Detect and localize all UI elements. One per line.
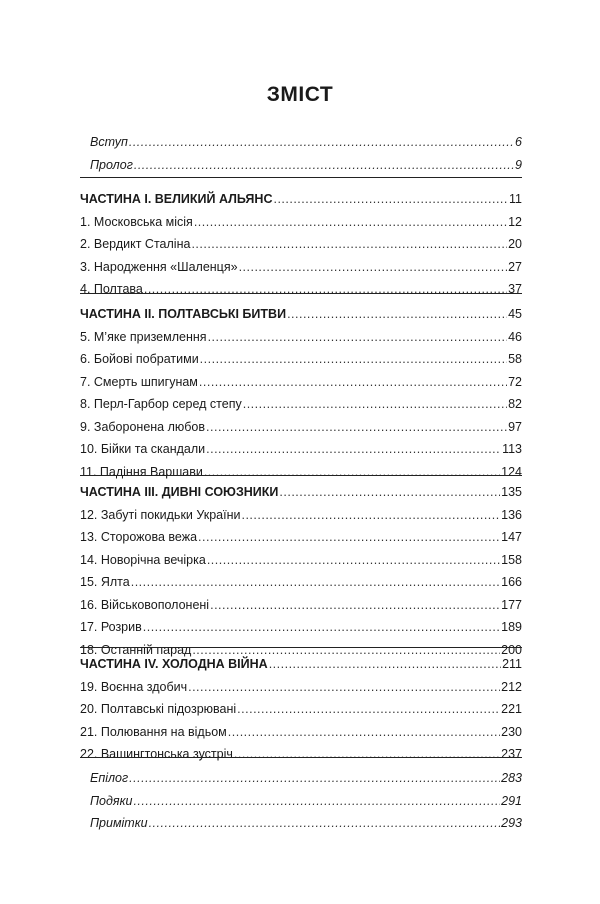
toc-entry[interactable] [80,504,522,527]
leader-dots [143,616,500,639]
leader-dots [131,571,500,594]
toc-entry[interactable] [80,571,522,594]
entry-page: 11 [509,192,522,206]
back-matter [80,767,522,835]
entry-page: 135 [501,485,522,499]
toc-entry[interactable] [80,594,522,617]
entry-page: 283 [501,771,522,785]
entry-label: 6. Бойові побратими [80,352,199,366]
entry-page: 189 [501,620,522,634]
entry-label: 5. М’яке приземлення [80,329,207,344]
toc-entry[interactable] [80,256,522,279]
divider [80,647,522,648]
leader-dots [198,526,500,549]
entry-label: 10. Бійки та скандали [80,442,206,456]
entry-label: Пролог [90,157,133,172]
toc-entry[interactable] [80,438,522,461]
toc-entry[interactable] [80,461,522,484]
entry-page: 72 [508,374,522,389]
leader-dots [194,211,507,234]
entry-label: 21. Полювання на відьом [80,724,227,739]
toc-entry[interactable] [80,326,522,349]
entry-label: 16. Військовополонені [80,597,210,612]
leader-dots [273,188,508,211]
entry-page: 82 [508,397,522,411]
entry-page: 293 [501,816,522,830]
toc-entry-acknowledgements[interactable] [80,790,522,813]
leader-dots [208,326,508,349]
leader-dots [144,278,507,301]
entry-page: 12 [508,214,522,229]
toc-entry[interactable] [80,211,522,234]
leader-dots [239,256,508,279]
leader-dots [129,767,500,790]
leader-dots [129,131,514,154]
leader-dots [241,504,500,527]
entry-label: 2. Вердикт Сталіна [80,237,191,251]
entry-label: 15. Ялта [80,575,130,589]
part-4 [80,653,522,766]
leader-dots [206,416,507,439]
toc-entry-intro[interactable] [80,131,522,154]
toc-part-title[interactable] [80,188,522,211]
toc-entry[interactable] [80,393,522,416]
entry-label: 13. Сторожова вежа [80,530,198,544]
toc-entry[interactable] [80,278,522,301]
divider [80,293,522,294]
leader-dots [237,698,500,721]
entry-page: 177 [501,597,522,612]
toc-entry[interactable] [80,698,522,721]
leader-dots [206,438,501,461]
leader-dots [234,743,500,766]
entry-page: 6 [515,135,522,149]
entry-page: 58 [508,352,522,366]
entry-page: 97 [508,419,522,434]
entry-label: 18. Останній парад [80,642,192,657]
entry-label: 17. Розрив [80,620,142,634]
entry-label: 1. Московська місія [80,214,193,229]
toc-entry[interactable] [80,676,522,699]
divider [80,177,522,178]
entry-page: 221 [501,702,522,716]
part-label: ЧАСТИНА II. ПОЛТАВСЬКІ БИТВИ [80,307,287,321]
entry-page: 113 [502,442,522,456]
entry-page: 27 [508,259,522,274]
part-label: ЧАСТИНА IV. ХОЛОДНА ВІЙНА [80,657,268,671]
toc-part-title[interactable] [80,303,522,326]
entry-label: 4. Полтава [80,282,143,296]
toc-entry[interactable] [80,233,522,256]
entry-label: 22. Вашингтонська зустріч [80,747,233,761]
leader-dots [188,676,500,699]
toc-entry-prologue[interactable] [80,154,522,177]
toc-entry[interactable] [80,348,522,371]
entry-page: 9 [515,157,522,172]
entry-page: 200 [501,642,522,657]
leader-dots [191,233,507,256]
leader-dots [269,653,501,676]
entry-label: Примітки [90,816,148,830]
entry-page: 158 [501,552,522,567]
front-matter [80,131,522,176]
entry-page: 230 [501,724,522,739]
leader-dots [243,393,507,416]
entry-page: 211 [502,657,522,671]
page-title: ЗМІСТ [266,83,334,106]
toc-entry-notes[interactable] [80,812,522,835]
leader-dots [149,812,501,835]
leader-dots [133,790,500,813]
toc-entry[interactable] [80,549,522,572]
entry-label: 19. Воєнна здобич [80,679,188,694]
entry-label: 11. Падіння Варшави [80,464,203,479]
entry-page: 45 [508,307,522,321]
entry-label: Епілог [90,771,129,785]
entry-page: 212 [501,679,522,694]
entry-label: 9. Заборонена любов [80,419,206,434]
leader-dots [200,348,507,371]
toc-entry-epilogue[interactable] [80,767,522,790]
part-1 [80,188,522,301]
entry-label: Подяки [90,793,133,808]
entry-label: Вступ [90,135,128,149]
toc-entry[interactable] [80,371,522,394]
divider [80,475,522,476]
entry-label: 8. Перл-Гарбор серед степу [80,397,242,411]
entry-label: 20. Полтавські підозрювані [80,702,237,716]
leader-dots [287,303,507,326]
entry-page: 46 [508,329,522,344]
leader-dots [210,594,500,617]
leader-dots [279,481,500,504]
leader-dots [228,721,500,744]
part-label: ЧАСТИНА I. ВЕЛИКИЙ АЛЬЯНС [80,192,273,206]
toc-entry[interactable] [80,416,522,439]
entry-page: 136 [501,507,522,522]
toc-entry[interactable] [80,526,522,549]
entry-page: 237 [501,747,522,761]
toc-part-title[interactable] [80,653,522,676]
entry-label: 14. Новорічна вечірка [80,552,206,567]
toc-part-title[interactable] [80,481,522,504]
part-label: ЧАСТИНА III. ДИВНІ СОЮЗНИКИ [80,485,279,499]
entry-label: 3. Народження «Шаленця» [80,259,238,274]
entry-page: 37 [508,282,522,296]
entry-label: 12. Забуті покидьки України [80,507,241,522]
entry-page: 166 [501,575,522,589]
leader-dots [204,461,500,484]
entry-page: 124 [501,464,522,479]
leader-dots [134,154,514,177]
toc-entry[interactable] [80,721,522,744]
leader-dots [207,549,500,572]
entry-label: 7. Смерть шпигунам [80,374,198,389]
leader-dots [199,371,507,394]
entry-page: 20 [508,237,522,251]
part-3 [80,481,522,661]
entry-page: 147 [501,530,522,544]
part-2 [80,303,522,483]
toc-entry[interactable] [80,616,522,639]
toc-entry[interactable] [80,743,522,766]
divider [80,757,522,758]
entry-page: 291 [501,793,522,808]
